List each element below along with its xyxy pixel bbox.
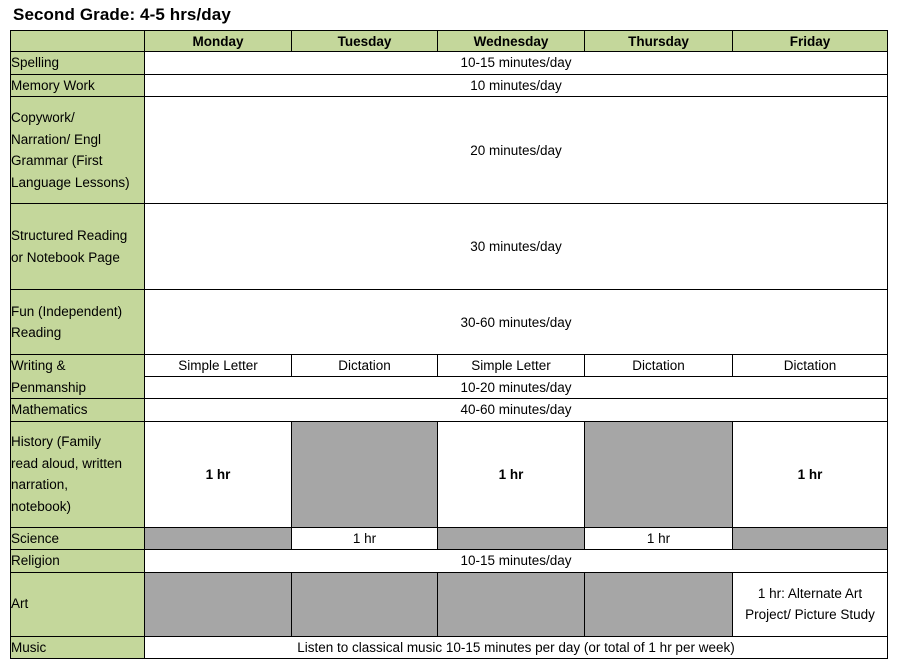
day-header-monday: Monday — [145, 31, 292, 52]
row-copywork — [11, 97, 888, 204]
label-line: Fun (Independent) — [11, 303, 123, 319]
art-friday — [733, 572, 888, 636]
writing-duration-value: 10-20 minutes/day — [145, 377, 888, 399]
science-monday-empty — [145, 527, 292, 550]
header-corner — [11, 31, 145, 52]
day-header-wednesday: Wednesday — [438, 31, 585, 52]
writing-thursday: Dictation — [585, 355, 733, 377]
row-fun-reading — [11, 290, 888, 355]
row-art — [11, 572, 888, 636]
row-religion — [11, 550, 888, 573]
history-monday: 1 hr — [145, 421, 292, 527]
label-line: notebook) — [11, 498, 72, 514]
history-thursday-empty — [585, 421, 733, 527]
row-structured-reading — [11, 204, 888, 290]
row-memory-work — [11, 74, 888, 97]
day-header-thursday: Thursday — [585, 31, 733, 52]
row-label-fun-reading — [11, 290, 145, 355]
label-line: or Notebook Page — [11, 249, 120, 265]
writing-friday: Dictation — [733, 355, 888, 377]
day-header-tuesday: Tuesday — [292, 31, 438, 52]
row-history — [11, 421, 888, 527]
history-friday: 1 hr — [733, 421, 888, 527]
row-label-writing — [11, 355, 145, 399]
mathematics-value: 40-60 minutes/day — [145, 399, 888, 422]
history-wednesday: 1 hr — [438, 421, 585, 527]
label-line: Reading — [11, 325, 62, 340]
fun-reading-value: 30-60 minutes/day — [145, 290, 888, 355]
label-line: Language Lessons) — [11, 174, 130, 190]
label-line: Structured Reading — [11, 228, 128, 243]
row-writing — [11, 355, 888, 377]
art-thursday-empty — [585, 572, 733, 636]
row-label-history — [11, 421, 145, 527]
label-line: Writing & — [11, 358, 66, 373]
row-label-copywork — [11, 97, 145, 204]
row-science — [11, 527, 888, 550]
science-wednesday-empty — [438, 527, 585, 550]
row-label-religion: Religion — [11, 550, 145, 573]
copywork-value: 20 minutes/day — [145, 97, 888, 204]
row-label-art: Art — [11, 572, 145, 636]
label-line: Narration/ Engl — [11, 131, 102, 147]
row-label-mathematics: Mathematics — [11, 399, 145, 422]
row-mathematics — [11, 399, 888, 422]
religion-value: 10-15 minutes/day — [145, 550, 888, 573]
science-tuesday: 1 hr — [292, 527, 438, 550]
science-thursday: 1 hr — [585, 527, 733, 550]
label-line: narration, — [11, 477, 69, 492]
schedule-table — [10, 30, 888, 659]
row-label-spelling: Spelling — [11, 52, 145, 75]
spelling-value: 10-15 minutes/day — [145, 52, 888, 75]
row-label-music: Music — [11, 636, 145, 659]
label-line: Penmanship — [11, 379, 87, 395]
art-wednesday-empty — [438, 572, 585, 636]
art-friday-line: Project/ Picture Study — [745, 607, 875, 622]
memory-work-value: 10 minutes/day — [145, 74, 888, 97]
row-spelling — [11, 52, 888, 75]
day-header-friday: Friday — [733, 31, 888, 52]
page-title: Second Grade: 4-5 hrs/day — [13, 5, 231, 24]
music-value: Listen to classical music 10-15 minutes per day (or total of 1 hr per week) — [145, 636, 888, 659]
label-line: Copywork/ — [11, 110, 75, 125]
art-tuesday-empty — [292, 572, 438, 636]
structured-reading-value: 30 minutes/day — [145, 204, 888, 290]
history-tuesday-empty — [292, 421, 438, 527]
science-friday-empty — [733, 527, 888, 550]
art-monday-empty — [145, 572, 292, 636]
art-friday-line: 1 hr: Alternate Art — [757, 586, 863, 601]
writing-wednesday: Simple Letter — [438, 355, 585, 377]
label-line: History (Family — [11, 434, 101, 449]
writing-tuesday: Dictation — [292, 355, 438, 377]
header-row — [11, 31, 888, 52]
row-label-structured-reading — [11, 204, 145, 290]
label-line: Grammar (First — [11, 153, 103, 168]
row-label-memory-work: Memory Work — [11, 74, 145, 97]
writing-monday: Simple Letter — [145, 355, 292, 377]
label-line: read aloud, written — [11, 455, 123, 471]
row-label-science: Science — [11, 527, 145, 550]
row-music — [11, 636, 888, 659]
